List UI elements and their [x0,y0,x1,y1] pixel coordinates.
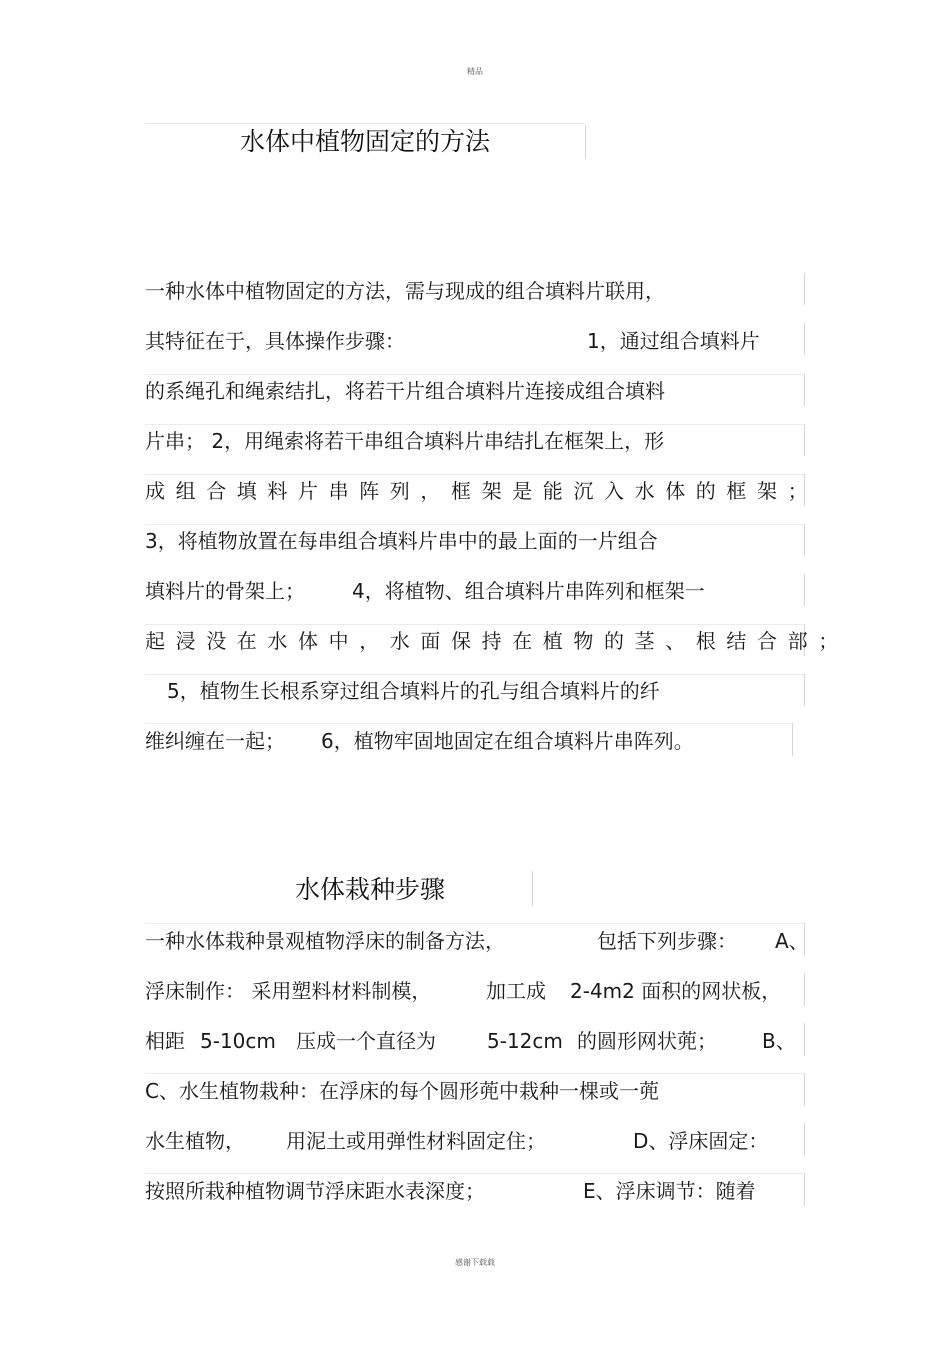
line-rule [145,674,805,675]
paragraph-line [145,726,793,756]
paragraph-line [145,276,805,306]
line-rule [145,723,793,724]
text-segment: 起浸没在水体中，水面保持在植物的茎、根结合部； [145,629,849,653]
text-segment: 5-12cm [487,1029,563,1053]
text-segment: 片串； 2，用绳索将若干串组合填料片串结扎在框架上，形 [145,429,665,453]
text-segment: 一种水体栽种景观植物浮床的制备方法， [145,929,505,953]
line-rule [145,1073,805,1074]
title-edge-rule [532,871,533,906]
line-rule [145,1173,805,1174]
line-rule [145,374,805,375]
paragraph-line [145,976,805,1006]
line-rule [145,923,805,924]
section-title-plant-fixing: 水体中植物固定的方法 [239,127,490,156]
text-segment: 的系绳孔和绳索结扎，将若干片组合填料片连接成组合填料 [145,379,665,403]
paragraph-line [145,626,849,656]
text-segment: E、浮床调节：随着 [583,1179,756,1203]
text-segment: 水生植物， [145,1129,245,1153]
header-watermark: 精品 [467,67,483,76]
text-segment: 5，植物生长根系穿过组合填料片的孔与组合填料片的纤 [167,679,660,703]
paragraph-line [145,376,805,406]
line-rule [145,474,805,475]
paragraph-line [145,326,805,356]
paragraph-line [145,676,805,706]
paragraph-line [145,526,805,556]
paragraph-line [145,1176,805,1206]
text-segment: 维纠缠在一起； [145,729,285,753]
text-segment: D、浮床固定： [633,1129,769,1153]
paragraph-line [145,1126,805,1156]
text-segment: 一种水体中植物固定的方法，需与现成的组合填料片联用， [145,279,665,303]
text-segment: 压成一个直径为 [296,1029,436,1053]
paragraph-line [145,1026,805,1056]
title-edge-rule [585,125,586,159]
line-rule [145,424,805,425]
paragraph-line [145,476,819,506]
paragraph-line [145,426,805,456]
text-segment: 1，通过组合填料片 [587,329,760,353]
paragraph-line [145,1076,805,1106]
text-segment: 包括下列步骤： [597,929,737,953]
section-title-planting-steps: 水体栽种步骤 [294,875,445,904]
text-segment: 填料片的骨架上； [145,579,305,603]
text-segment: 6，植物牢固地固定在组合填料片串阵列。 [321,729,694,753]
paragraph-line [145,576,805,606]
paragraph-line [145,926,809,956]
text-segment: 5-10cm [200,1029,276,1053]
footer-watermark: 感谢下载载 [455,1258,495,1267]
text-segment: B、 [762,1029,796,1053]
text-segment: 按照所栽种植物调节浮床距水表深度； [145,1179,485,1203]
text-segment: 加工成 [486,979,546,1003]
text-segment: 用泥土或用弹性材料固定住； [286,1129,546,1153]
text-segment: 浮床制作： 采用塑料材料制模， [145,979,432,1003]
text-segment: 4，将植物、组合填料片串阵列和框架一 [352,579,705,603]
line-rule [145,624,805,625]
text-segment: 其特征在于，具体操作步骤： [145,329,405,353]
text-segment: 3，将植物放置在每串组合填料片串中的最上面的一片组合 [145,529,658,553]
line-rule [145,524,805,525]
text-segment: 相距 [145,1029,185,1053]
text-segment: A、 [775,929,809,953]
text-segment: C、水生植物栽种：在浮床的每个圆形蔸中栽种一棵或一蔸 [145,1079,659,1103]
text-segment: 2-4m2 面积的网状板， [570,979,782,1003]
text-segment: 的圆形网状蔸； [577,1029,717,1053]
text-segment: 成组合填料片串阵列，框架是能沉入水体的框架； [145,479,819,503]
